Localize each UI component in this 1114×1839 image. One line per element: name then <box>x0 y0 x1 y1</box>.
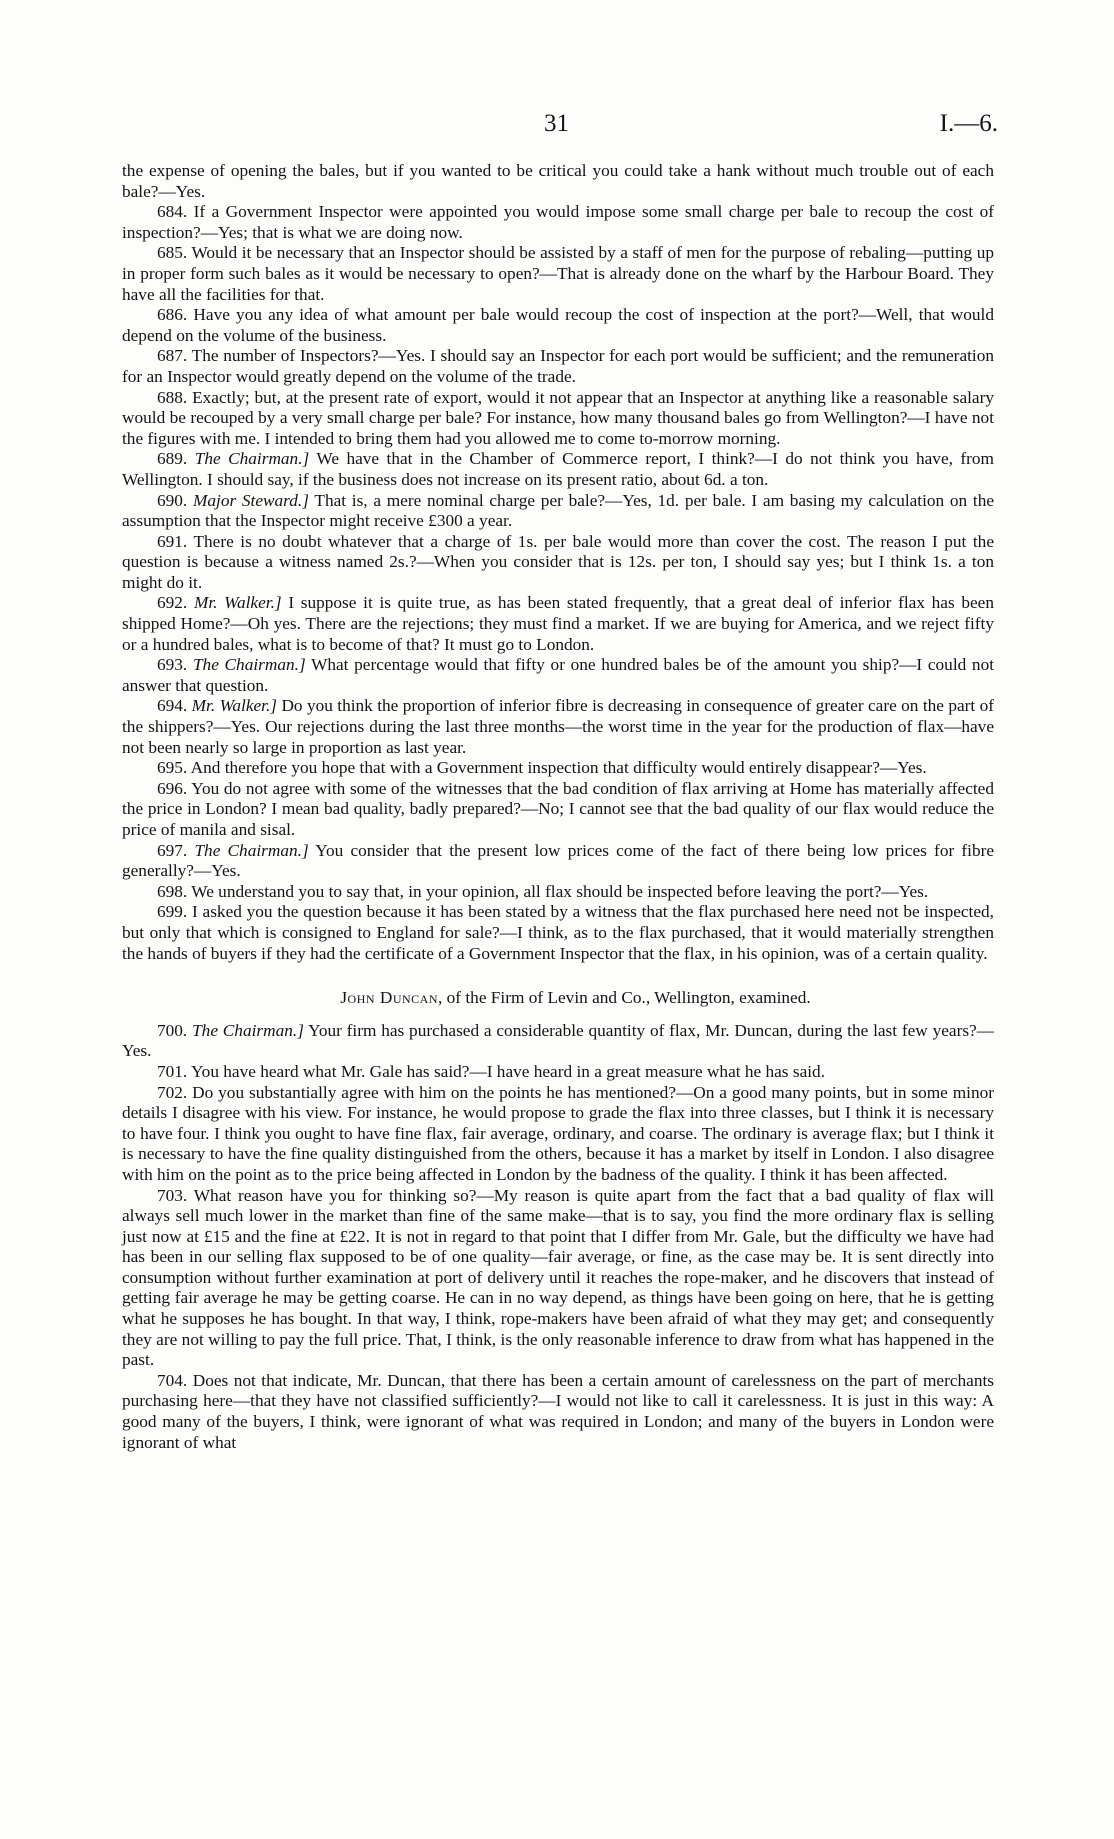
document-reference: I.—6. <box>939 110 998 137</box>
question-number: 702. <box>157 1082 188 1102</box>
speaker-label: The Chairman.] <box>192 655 306 675</box>
paragraph-text: Do you think the proportion of inferior fibre is decreasing in consequence of greater care on the part of the shippers?—Yes. Our rejections during the last three months—the worst time in the year for the production of flax—have not been nearly so large in proportion as last year. <box>122 696 994 757</box>
question-number: 686. <box>157 305 188 325</box>
paragraph-text: If a Government Inspector were appointed you would impose some small charge per bale to recoup the cost of inspection?—Yes; that is what we are doing now. <box>122 202 994 242</box>
paragraph-text: What percentage would that fifty or one hundred bales be of the amount you ship?—I could not answer that question. <box>122 655 995 695</box>
paragraph-text: You consider that the present low prices come of the fact of there being low prices for fibre generally?—Yes. <box>122 840 995 881</box>
paragraph-text: Exactly; but, at the present rate of export, would it not appear that an Inspector at anything like a reasonable salary would be recouped by a very small charge per bale? For instance, how many thousand bales go from Wellington?—I have not the figures with me. I intended to bring them had you allowed me to come to-morrow morning. <box>122 387 994 448</box>
paragraph <box>122 758 994 779</box>
paragraph <box>122 696 994 758</box>
paragraph <box>122 532 994 594</box>
speaker-label: The Chairman.] <box>194 449 310 469</box>
paragraph-text: There is no doubt whatever that a charge of 1s. per bale would more than cover the cost. The reason I put the question is because a witness named 2s.?—When you consider that is 12s. per ton, I should say yes; but I think 1s. a ton might do it. <box>122 531 994 592</box>
question-number: 703. <box>157 1185 188 1205</box>
paragraph <box>122 1186 994 1371</box>
witness-name: John Duncan <box>340 988 439 1008</box>
question-number: 696. <box>157 778 188 798</box>
paragraph <box>122 593 994 655</box>
paragraph <box>122 346 994 387</box>
paragraph-text: Do you substantially agree with him on the points he has mentioned?—On a good many points, but in some minor details I disagree with his view. For instance, he would propose to grade the flax into three classes, but I think it is necessary to have four. I think you ought to have fine flax, fair average, ordinary, and coarse. The ordinary is average flax; but I think it is necessary to have the fine quality distinguished from the others, because it has a market by itself in London. I also disagree with him on the point as to the price being affected in London by the badness of the quality. I think it has been affected. <box>122 1082 994 1184</box>
speaker-label: The Chairman.] <box>192 1020 304 1040</box>
paragraph <box>122 305 994 346</box>
question-number: 687. <box>157 346 188 366</box>
paragraph <box>122 449 994 490</box>
question-number: 697. <box>157 840 188 860</box>
page-body <box>122 161 994 1453</box>
paragraph-text: We have that in the Chamber of Commerce report, I think?—I do not think you have, from Wellington. I should say, if the business does not increase on its present ratio, about 6d. a ton. <box>122 449 994 489</box>
paragraph-text: the expense of opening the bales, but if you wanted to be critical you could take a hank without much trouble out of each bale?—Yes. <box>122 161 994 201</box>
paragraph-text: You do not agree with some of the witnesses that the bad condition of flax arriving at Home has materially affected the price in London? I mean bad quality, badly prepared?—No; I cannot see that the bad quality of our flax would reduce the price of manila and sisal. <box>122 778 994 839</box>
paragraph <box>122 779 994 841</box>
paragraph-text: Your firm has purchased a considerable quantity of flax, Mr. Duncan, during the last few years?—Yes. <box>122 1020 994 1061</box>
paragraph-text: Have you any idea of what amount per bale would recoup the cost of inspection at the port?—Well, that would depend on the volume of the business. <box>122 305 994 345</box>
witness-heading <box>122 988 994 1009</box>
paragraph <box>122 841 994 882</box>
paragraph <box>122 1083 994 1186</box>
paragraph-text: I asked you the question because it has been stated by a witness that the flax purchased here need not be inspected, but only that which is consigned to England for sale?—I think, as to the flax purchased, that it would materially strengthen the hands of buyers if they had the certificate of a Government Inspector that the flax, in his opinion, was of a certain quality. <box>122 902 994 963</box>
paragraph-text: The number of Inspectors?—Yes. I should say an Inspector for each port would be sufficient; and the remuneration for an Inspector would greatly depend on the volume of the trade. <box>122 346 994 386</box>
paragraph-text: I suppose it is quite true, as has been stated frequently, that a great deal of inferior flax has been shipped Home?—Oh yes. There are the rejections; they must find a market. If we are buying for America, and we reject fifty or a hundred bales, what is to become of that? It must go to London. <box>122 593 994 654</box>
question-number: 691. <box>157 531 188 551</box>
question-number: 690. <box>157 490 188 510</box>
question-number: 689. <box>157 449 188 469</box>
paragraph <box>122 1062 994 1083</box>
question-number: 695. <box>157 758 188 778</box>
question-number: 701. <box>157 1061 188 1081</box>
question-number: 700. <box>157 1020 188 1040</box>
paragraph-text: And therefore you hope that with a Government inspection that difficulty would entirely disappear?—Yes. <box>190 758 927 778</box>
page-header <box>0 110 1114 142</box>
paragraph <box>122 202 994 243</box>
question-number: 704. <box>157 1370 188 1390</box>
paragraph-text: Would it be necessary that an Inspector should be assisted by a staff of men for the purpose of rebaling—putting up in proper form such bales as it would be necessary to open?—That is already done on the wharf by the Harbour Board. They have all the facilities for that. <box>122 243 994 304</box>
paragraph <box>122 161 994 202</box>
paragraph <box>122 1021 994 1062</box>
speaker-label: Major Steward.] <box>192 490 309 510</box>
paragraph <box>122 491 994 532</box>
paragraph <box>122 902 994 964</box>
witness-description: , of the Firm of Levin and Co., Wellington, examined. <box>438 988 811 1008</box>
speaker-label: The Chairman.] <box>194 840 309 860</box>
question-number: 698. <box>157 881 188 901</box>
speaker-label: Mr. Walker.] <box>193 593 282 613</box>
paragraph-text: You have heard what Mr. Gale has said?—I have heard in a great measure what he has said. <box>190 1061 826 1081</box>
paragraph <box>122 655 994 696</box>
paragraph <box>122 882 994 903</box>
speaker-label: Mr. Walker.] <box>191 696 278 716</box>
page-number: 31 <box>544 110 569 137</box>
paragraph <box>122 388 994 450</box>
paragraph-text: We understand you to say that, in your opinion, all flax should be inspected before leaving the port?—Yes. <box>191 881 929 901</box>
paragraph-text: That is, a mere nominal charge per bale?—Yes, 1d. per bale. I am basing my calculation on the assumption that the Inspector might receive £300 a year. <box>122 490 995 531</box>
question-number: 684. <box>157 202 188 222</box>
question-number: 694. <box>157 696 188 716</box>
question-number: 699. <box>157 902 188 922</box>
question-number: 692. <box>157 593 188 613</box>
paragraph-text: What reason have you for thinking so?—My reason is quite apart from the fact that a bad quality of flax will always sell much lower in the market than fine of the same make—that is to say, you find the more ordinary flax is selling just now at £15 and the fine at £22. It is not in regard to that point that I differ from Mr. Gale, but the difficulty we have had has been in our selling flax supposed to be of one quality—fair average, or fine, as the case may be. It is sent directly into consumption without further examination at port of delivery until it reaches the rope-maker, and he discovers that instead of getting fair average he may be getting coarse. He can in no way depend, as things have been going on here, that he is getting what he supposes he has bought. In that way, I think, rope-makers have been afraid of what they may get; and consequently they are not willing to pay the full price. That, I think, is the only reasonable inference to draw from what has happened in the past. <box>122 1185 994 1370</box>
paragraph <box>122 1371 994 1453</box>
question-number: 685. <box>157 243 188 263</box>
paragraph-text: Does not that indicate, Mr. Duncan, that there has been a certain amount of carelessness on the part of merchants purchasing here—that they have not classified sufficiently?—I would not like to call it carelessness. It is just in this way: A good many of the buyers, I think, were ignorant of what was required in London; and many of the buyers in London were ignorant of what <box>122 1370 994 1452</box>
paragraph <box>122 243 994 305</box>
question-number: 688. <box>157 387 188 407</box>
question-number: 693. <box>157 655 188 675</box>
